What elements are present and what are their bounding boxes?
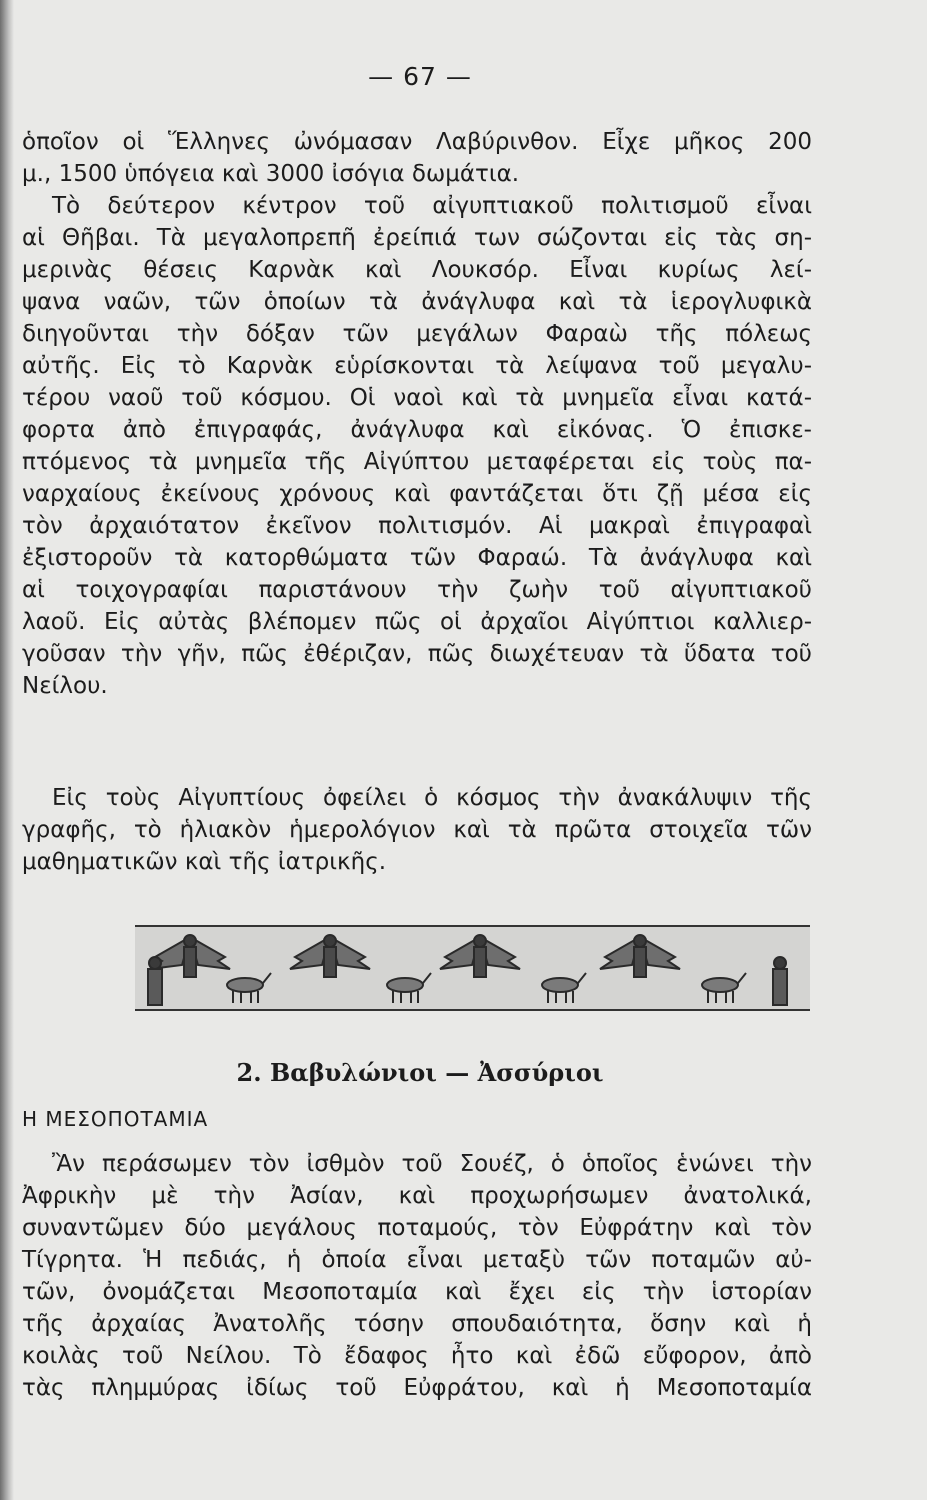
- standing-figure: [773, 957, 787, 1005]
- assyrian-frieze-illustration: [135, 925, 810, 1011]
- text-line: Ἀφρικὴν μὲ τὴν Ἀσίαν, καὶ προχωρήσωμεν ἀνατολικά,: [22, 1183, 812, 1209]
- standing-figure: [148, 957, 162, 1005]
- text-line: Τίγρητα. Ἡ πεδιάς, ἡ ὁποία εἶναι μεταξὺ τῶν ποταμῶν αὐ-: [22, 1247, 812, 1273]
- frieze-drawing: [135, 927, 810, 1009]
- text-line: μαθηματικῶν καὶ τῆς ἰατρικῆς.: [22, 849, 387, 875]
- text-line: Εἰς τοὺς Αἰγυπτίους ὀφείλει ὁ κόσμος τὴν ἀνακάλυψιν τῆς: [52, 785, 812, 811]
- text-line: συναντῶμεν δύο μεγάλους ποταμούς, τὸν Εὐφράτην καὶ τὸν: [22, 1215, 812, 1241]
- paragraph-egypt-legacy: [22, 782, 812, 878]
- page-number: — 67 —: [368, 62, 472, 91]
- subheading: Η ΜΕΣΟΠΟΤΑΜΙΑ: [22, 1107, 209, 1131]
- text-line: ναρχαίους ἐκείνους χρόνους καὶ φαντάζεται ὅτι ζῇ μέσα εἰς: [22, 481, 812, 507]
- text-line: μερινὰς θέσεις Καρνὰκ καὶ Λουκσόρ. Εἶναι κυρίως λεί-: [22, 257, 812, 283]
- paragraph-mesopotamia: [22, 1148, 812, 1404]
- text-line: κοιλὰς τοῦ Νείλου. Τὸ ἔδαφος ἦτο καὶ ἐδῶ εὔφορον, ἀπὸ: [22, 1343, 812, 1369]
- text-line: μ., 1500 ὑπόγεια καὶ 3000 ἰσόγια δωμάτια.: [22, 161, 520, 187]
- text-line: ἐξιστοροῦν τὰ κατορθώματα τῶν Φαραώ. Τὰ ἀνάγλυφα καὶ: [22, 545, 812, 571]
- text-line: διηγοῦνται τὴν δόξαν τῶν μεγάλων Φαραὼ τῆς πόλεως: [22, 321, 812, 347]
- text-line: αὐτῆς. Εἰς τὸ Καρνὰκ εὑρίσκονται τὰ λείψανα τοῦ μεγαλυ-: [22, 353, 812, 379]
- text-line: πτόμενος τὰ μνημεῖα τῆς Αἰγύπτου μεταφέρεται εἰς τοὺς πα-: [22, 449, 812, 475]
- text-line: γοῦσαν τὴν γῆν, πῶς ἐθέριζαν, πῶς διωχέτευαν τὰ ὕδατα τοῦ: [22, 641, 812, 667]
- text-line: τὸν ἀρχαιότατον ἐκεῖνον πολιτισμόν. Αἱ μακραὶ ἐπιγραφαὶ: [22, 513, 812, 539]
- text-line: αἱ Θῆβαι. Τὰ μεγαλοπρεπῆ ἐρείπιά των σώζονται εἰς τὰς ση-: [22, 225, 812, 251]
- section-heading: 2. Βαβυλώνιοι — Ἀσσύριοι: [236, 1058, 604, 1087]
- text-line: τῶν, ὀνομάζεται Μεσοποταμία καὶ ἔχει εἰς τὴν ἱστορίαν: [22, 1279, 812, 1305]
- text-line: ὁποῖον οἱ Ἕλληνες ὠνόμασαν Λαβύρινθον. Εἶχε μῆκος 200: [22, 129, 812, 155]
- text-line: Ἂν περάσωμεν τὸν ἰσθμὸν τοῦ Σουέζ, ὁ ὁποῖος ἑνώνει τὴν: [52, 1151, 812, 1177]
- text-line: λαοῦ. Εἰς αὐτὰς βλέπομεν πῶς οἱ ἀρχαῖοι Αἰγύπτιοι καλλιερ-: [22, 609, 812, 635]
- page-edge-shadow: [0, 0, 14, 1500]
- text-line: αἱ τοιχογραφίαι παριστάνουν τὴν ζωὴν τοῦ αἰγυπτιακοῦ: [22, 577, 812, 603]
- text-line: τὰς πλημμύρας ἰδίως τοῦ Εὐφράτου, καὶ ἡ Μεσοποταμία: [22, 1375, 812, 1401]
- text-line: φορτα ἀπὸ ἐπιγραφάς, ἀνάγλυφα καὶ εἰκόνας. Ὁ ἐπισκε-: [22, 417, 812, 443]
- text-line: γραφῆς, τὸ ἡλιακὸν ἡμερολόγιον καὶ τὰ πρῶτα στοιχεῖα τῶν: [22, 817, 812, 843]
- paragraph-egypt-monuments: [22, 126, 812, 702]
- text-line: Νείλου.: [22, 673, 108, 699]
- text-line: τέρου ναοῦ τοῦ κόσμου. Οἱ ναοὶ καὶ τὰ μνημεῖα εἶναι κατά-: [22, 385, 812, 411]
- text-line: ψανα ναῶν, τῶν ὁποίων τὰ ἀνάγλυφα καὶ τὰ ἱερογλυφικὰ: [22, 289, 812, 315]
- text-line: τῆς ἀρχαίας Ἀνατολῆς τόσην σπουδαιότητα, ὅσην καὶ ἡ: [22, 1311, 812, 1337]
- text-line: Τὸ δεύτερον κέντρον τοῦ αἰγυπτιακοῦ πολιτισμοῦ εἶναι: [52, 193, 812, 219]
